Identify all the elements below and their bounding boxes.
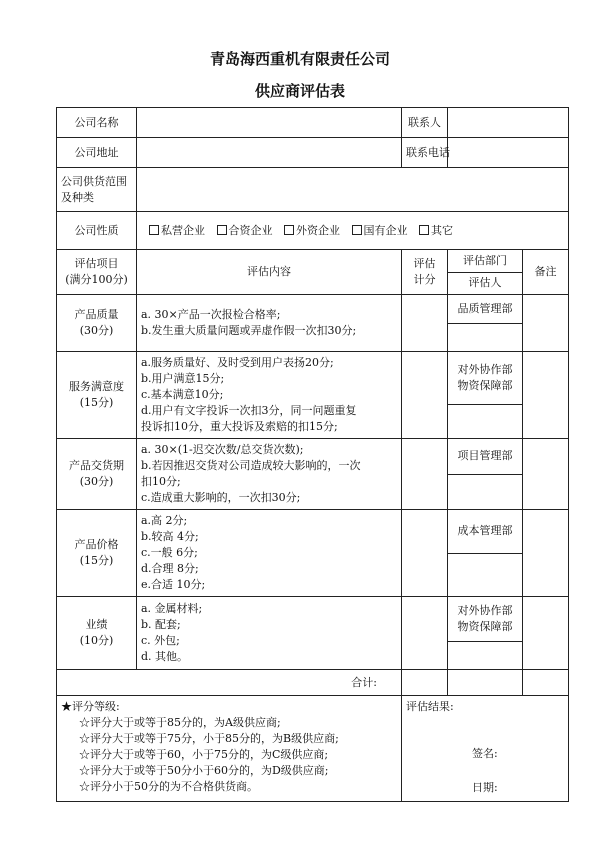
option-foreign: 外资企业 bbox=[296, 223, 340, 237]
content-line: 扣10分; bbox=[141, 475, 181, 488]
content-line: b.发生重大质量问题或弄虚作假一次扣30分; bbox=[141, 324, 357, 337]
nature-options bbox=[137, 212, 569, 250]
row-points: (30分) bbox=[79, 324, 114, 337]
table-row bbox=[57, 597, 569, 670]
remark-field[interactable] bbox=[523, 295, 569, 352]
content-line: a.服务质量好、及时受到用户表扬20分; bbox=[141, 356, 334, 369]
checkbox-other[interactable] bbox=[419, 225, 429, 235]
result-label: 评估结果: bbox=[406, 700, 454, 713]
table-row bbox=[57, 352, 569, 439]
dept-cell bbox=[448, 439, 523, 510]
content-line: a.高 2分; bbox=[141, 514, 188, 527]
supplier-evaluation-table bbox=[56, 107, 569, 802]
row-content bbox=[137, 439, 402, 510]
grading-line: ☆评分大于或等于85分的，为A级供应商; bbox=[79, 716, 281, 729]
remark-field[interactable] bbox=[523, 510, 569, 597]
dept-label: 对外协作部物资保障部 bbox=[448, 352, 522, 405]
content-line: c.基本满意10分; bbox=[141, 388, 224, 401]
content-line: d. 其他。 bbox=[141, 650, 189, 663]
checkbox-state[interactable] bbox=[352, 225, 362, 235]
supply-scope-label bbox=[57, 168, 137, 212]
total-score-field[interactable] bbox=[402, 670, 448, 696]
header-score bbox=[402, 250, 448, 295]
remark-field[interactable] bbox=[523, 352, 569, 439]
option-joint: 合资企业 bbox=[228, 223, 273, 237]
header-item-line-2: (满分100分) bbox=[65, 273, 128, 286]
grading-line: ☆评分大于或等于60，小于75分的，为C级供应商; bbox=[79, 748, 329, 761]
content-line: b.较高 4分; bbox=[141, 530, 199, 543]
total-remark-field[interactable] bbox=[523, 670, 569, 696]
assessor-field[interactable] bbox=[448, 642, 522, 669]
total-blank bbox=[448, 670, 523, 696]
row-name: 服务满意度 bbox=[69, 380, 124, 393]
grading-title: ★评分等级: bbox=[61, 700, 120, 713]
content-line: e.合适 10分; bbox=[141, 578, 206, 591]
address-field[interactable] bbox=[137, 138, 402, 168]
content-line: b.用户满意15分; bbox=[141, 372, 225, 385]
score-field[interactable] bbox=[402, 597, 448, 670]
content-line: a. 30×(1-迟交次数/总交货次数); bbox=[141, 443, 304, 456]
row-item-delivery bbox=[57, 439, 137, 510]
content-line: c.造成重大影响的，一次扣30分; bbox=[141, 491, 301, 504]
row-points: (15分) bbox=[79, 396, 114, 409]
phone-label: 联系电话 bbox=[402, 138, 448, 168]
nature-label: 公司性质 bbox=[57, 212, 137, 250]
grading-line: ☆评分大于或等于75分，小于85分的，为B级供应商; bbox=[79, 732, 339, 745]
row-name: 产品交货期 bbox=[69, 459, 124, 472]
assessor-field[interactable] bbox=[448, 324, 522, 352]
total-label: 合计: bbox=[57, 670, 402, 696]
table-row bbox=[57, 510, 569, 597]
dept-label: 对外协作部物资保障部 bbox=[448, 597, 522, 642]
option-private: 私营企业 bbox=[161, 223, 205, 237]
date-label: 日期: bbox=[472, 781, 498, 794]
dept-label: 项目管理部 bbox=[448, 439, 522, 475]
checkbox-joint[interactable] bbox=[217, 225, 227, 235]
row-content bbox=[137, 352, 402, 439]
row-item-performance bbox=[57, 597, 137, 670]
content-line: b.若因推迟交货对公司造成较大影响的，一次 bbox=[141, 459, 361, 472]
company-name-label: 公司名称 bbox=[57, 108, 137, 138]
row-content bbox=[137, 597, 402, 670]
contact-field[interactable] bbox=[448, 108, 569, 138]
address-label: 公司地址 bbox=[57, 138, 137, 168]
row-points: (15分) bbox=[79, 554, 114, 567]
dept-label: 成本管理部 bbox=[448, 510, 522, 554]
header-assessor: 评估人 bbox=[468, 276, 502, 290]
supply-scope-label-line-2: 及种类 bbox=[61, 190, 94, 204]
score-field[interactable] bbox=[402, 352, 448, 439]
row-name: 业绩 bbox=[85, 618, 108, 631]
row-content bbox=[137, 510, 402, 597]
assessor-field[interactable] bbox=[448, 554, 522, 597]
content-line: c.一般 6分; bbox=[141, 546, 198, 559]
content-line: d.用户有文字投诉一次扣3分，同一问题重复 bbox=[141, 404, 357, 417]
score-field[interactable] bbox=[402, 510, 448, 597]
table-row bbox=[57, 295, 569, 352]
row-item-service bbox=[57, 352, 137, 439]
result-cell[interactable] bbox=[402, 696, 569, 802]
option-state: 国有企业 bbox=[363, 223, 408, 237]
header-dept-cell bbox=[448, 250, 523, 295]
dept-label: 品质管理部 bbox=[448, 295, 522, 324]
signature-label: 签名: bbox=[472, 747, 498, 760]
row-content bbox=[137, 295, 402, 352]
header-item bbox=[57, 250, 137, 295]
dept-cell bbox=[448, 352, 523, 439]
content-line: d.合理 8分; bbox=[141, 562, 199, 575]
remark-field[interactable] bbox=[523, 597, 569, 670]
form-title: 供应商评估表 bbox=[254, 82, 345, 100]
header-dept: 评估部门 bbox=[448, 250, 522, 273]
content-line: a. 金属材料; bbox=[141, 602, 203, 615]
checkbox-foreign[interactable] bbox=[284, 225, 294, 235]
row-name: 产品价格 bbox=[74, 538, 119, 551]
checkbox-private[interactable] bbox=[149, 225, 159, 235]
content-line: b. 配套; bbox=[141, 618, 181, 631]
row-item-price bbox=[57, 510, 137, 597]
assessor-field[interactable] bbox=[448, 405, 522, 438]
header-content: 评估内容 bbox=[137, 250, 402, 295]
score-field[interactable] bbox=[402, 295, 448, 352]
row-points: (10分) bbox=[79, 634, 114, 647]
content-line: c. 外包; bbox=[141, 634, 180, 647]
table-row bbox=[57, 439, 569, 510]
contact-label: 联系人 bbox=[402, 108, 448, 138]
supply-scope-field[interactable] bbox=[137, 168, 569, 212]
header-remark: 备注 bbox=[523, 250, 569, 295]
row-item-quality bbox=[57, 295, 137, 352]
remark-field[interactable] bbox=[523, 439, 569, 510]
row-points: (30分) bbox=[79, 475, 114, 488]
dept-cell bbox=[448, 510, 523, 597]
supply-scope-label-line-1: 公司供货范围 bbox=[61, 174, 127, 188]
dept-cell bbox=[448, 295, 523, 352]
row-name: 产品质量 bbox=[74, 308, 119, 321]
content-line: 投诉扣10分，重大投诉及索赔的扣15分; bbox=[141, 420, 338, 433]
dept-cell bbox=[448, 597, 523, 670]
header-item-line-1: 评估项目 bbox=[74, 257, 119, 270]
assessor-field[interactable] bbox=[448, 475, 522, 510]
phone-field[interactable] bbox=[448, 138, 569, 168]
grading-line: ☆评分小于50分的为不合格供货商。 bbox=[79, 780, 258, 793]
header-score-line-2: 计分 bbox=[413, 273, 436, 286]
option-other: 其它 bbox=[431, 223, 453, 237]
company-name-field[interactable] bbox=[137, 108, 402, 138]
score-field[interactable] bbox=[402, 439, 448, 510]
company-title: 青岛海西重机有限责任公司 bbox=[209, 50, 390, 68]
content-line: a. 30×产品一次报检合格率; bbox=[141, 308, 281, 321]
header-score-line-1: 评估 bbox=[413, 257, 436, 270]
grading-line: ☆评分大于或等于50分小于60分的，为D级供应商; bbox=[79, 764, 329, 777]
grading-cell bbox=[57, 696, 402, 802]
